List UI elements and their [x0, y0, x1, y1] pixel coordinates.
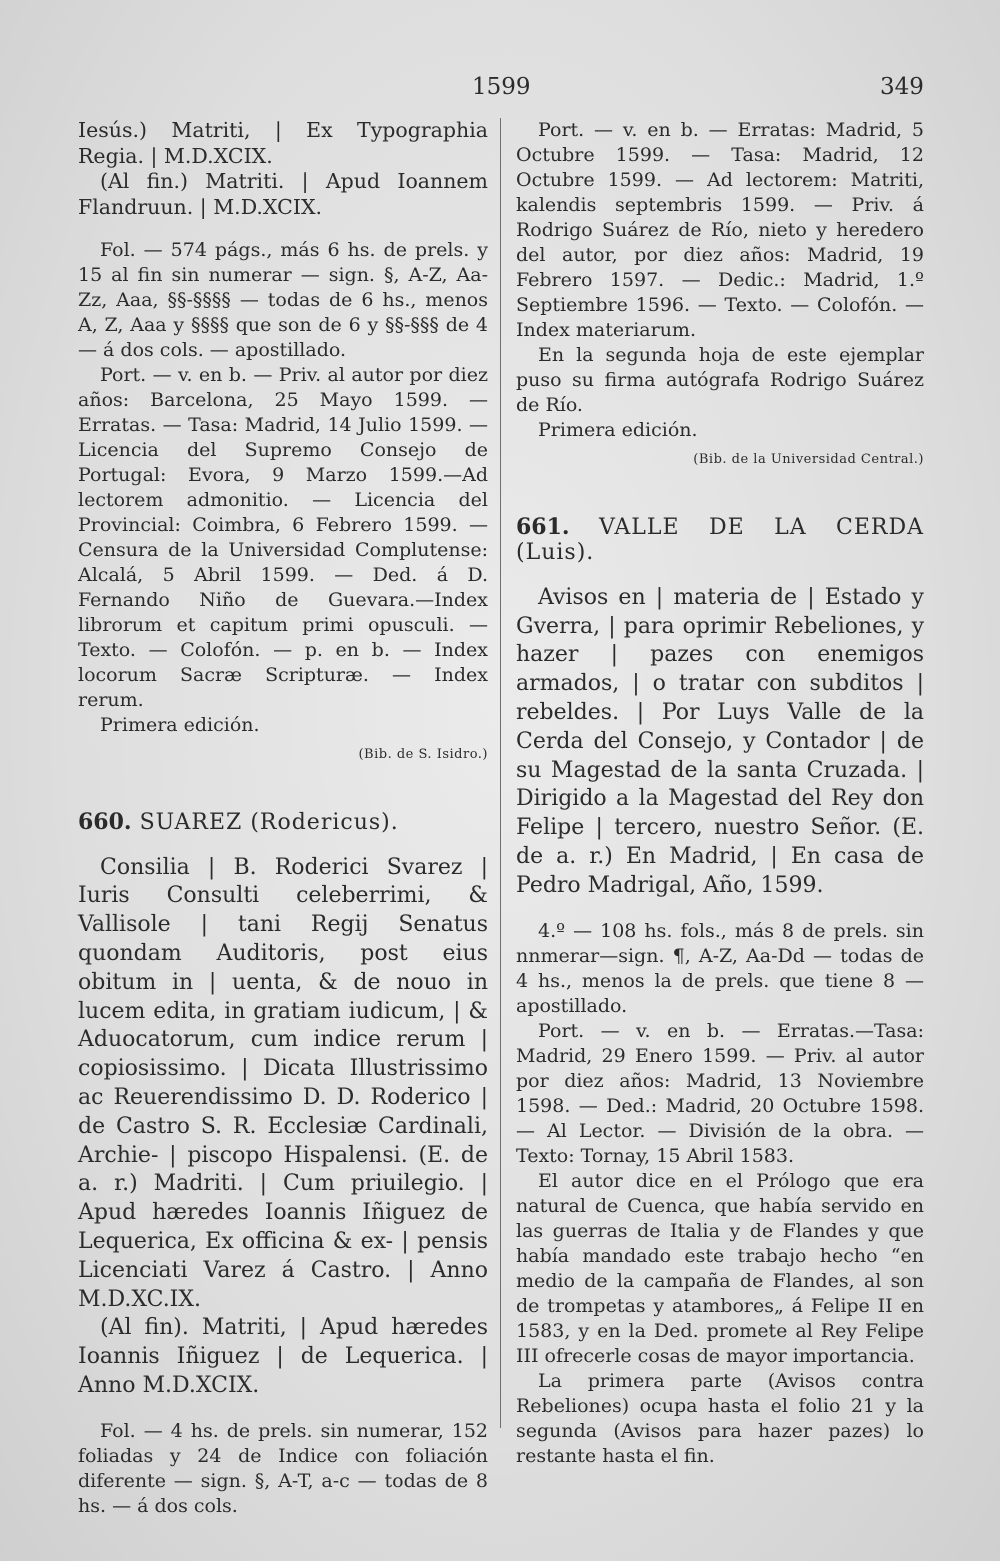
entry-title: Avisos en | materia de | Estado y Gverra, | para oprimir Rebeliones, y hazer | pazes con enemigos armados, | o tratar con subditos | rebeldes. | Por Luys Valle de la Cerda del Consejo, y Contador | de su Magestad de la santa Cruzada. | Dirigido a la Magestad del Rey don Felipe | tercero, nuestro Señor. (E. de a. r.) En Madrid, | En casa de Pedro Madrigal, Año, 1599.	[516, 584, 924, 898]
entry-colophon: (Al fin). Matriti, | Apud hæredes Ioannis Iñiguez | de Lequerica. | Anno M.D.XCIX.	[78, 1315, 488, 1398]
left-column	[78, 118, 488, 1519]
entry-contents: Port. — v. en b. — Priv. al autor por diez años: Barcelona, 25 Mayo 1599. — Erratas. — Tasa: Madrid, 14 Julio 1599. — Licencia del Supremo Consejo de Portugal: Evora, 9 Marzo 1599.—Ad lectorem admonitio. — Licencia del Provincial: Coimbra, 6 Febrero 1599. — Censura de la Universidad Complutense: Alcalá, 5 Abril 1599. — Ded. á D. Fernando Niño de Guevara.—Index librorum et capitum primi opusculi. — Texto. — Colofón. — p. en b. — Index locorum Sacræ Scripturæ. — Index rerum.	[78, 364, 488, 712]
library-reference: (Bib. de la Universidad Central.)	[693, 452, 924, 467]
entry-author: SUAREZ (Rodericus).	[139, 809, 399, 835]
entry-edition: Primera edición.	[100, 714, 260, 737]
entry-title: Consilia | B. Roderici Svarez | Iuris Consulti celeberrimi, & Vallisole | tani Regij Senatus quondam Auditoris, post eius obitum in | uenta, & de nouo in lucem edita, in gratiam iudicum, | & Aduocatorum, cum indice rerum | copiosissimo. | Dicata Illustrissimo ac Reuerendissimo D. D. Roderico | de Castro S. R. Ecclesiæ Cardinali, Archie- | piscopo Hispalensi. (E. de a. r.) Madriti. | Cum priuilegio. | Apud hæredes Ioannis Iñiguez de Lequerica, Ex officina & ex- | pensis Licenciati Varez á Castro. | Anno M.D.XC.IX.	[78, 854, 488, 1312]
entry-heading-660	[78, 810, 488, 836]
entry-heading-661	[516, 515, 924, 566]
entry-note: En la segunda hoja de este ejemplar puso su firma autógrafa Rodrigo Suárez de Río.	[516, 344, 924, 416]
entry-description: Fol. — 574 págs., más 6 hs. de prels. y 15 al fin sin numerar — sign. §, A-Z, Aa-Zz, Aaa, §§-§§§§ — todas de 6 hs., menos A, Z, Aaa y §§§§ que son de 6 y §§-§§§ de 4 — á dos cols. — apostillado.	[78, 239, 488, 362]
page-number: 349	[880, 74, 924, 100]
header-year: 1599	[472, 74, 531, 100]
entry-number: 660.	[78, 808, 132, 835]
entry-contents: Port. — v. en b. — Erratas: Madrid, 5 Octubre 1599. — Tasa: Madrid, 12 Octubre 1599. — Ad lectorem: Matriti, kalendis septembris 1599. — Priv. á Rodrigo Suárez de Río, nieto y heredero del autor, por diez años: Madrid, 19 Febrero 1597. — Dedic.: Madrid, 1.º Septiembre 1596. — Texto. — Colofón. — Index materiarum.	[516, 119, 924, 341]
entry-note: El autor dice en el Prólogo que era natural de Cuenca, que había servido en las guerras de Italia y de Flandes y que había mandado este trabajo hecho “en medio de la campaña de Flandes, al son de trompetas y atambores„ á Felipe II en 1583, y en la Ded. promete al Rey Felipe III ofrecerle cosas de mayor importancia.	[516, 1169, 924, 1367]
entry-contents: Port. — v. en b. — Erratas.—Tasa: Madrid, 29 Enero 1599. — Priv. al autor por diez años: Madrid, 13 Noviembre 1598. — Ded.: Madrid, 20 Octubre 1598. — Al Lector. — División de la obra. — Texto: Tornay, 15 Abril 1583.	[516, 1019, 924, 1167]
entry-description: 4.º — 108 hs. fols., más 8 de prels. sin nnmerar—sign. ¶, A-Z, Aa-Dd — todas de 4 hs., menos la de prels. que tiene 8 — apostillado.	[516, 919, 924, 1017]
column-rule	[500, 118, 501, 1428]
entry-number: 661.	[516, 513, 570, 540]
entry-title-continued: Iesús.) Matriti, | Ex Typographia Regia. | M.D.XCIX.	[78, 118, 488, 168]
library-reference: (Bib. de S. Isidro.)	[358, 747, 488, 763]
entry-colophon: (Al fin.) Matriti. | Apud Ioannem Flandruun. | M.D.XCIX.	[78, 169, 488, 219]
running-head	[0, 74, 1000, 104]
right-column	[516, 118, 924, 1469]
entry-description: Fol. — 4 hs. de prels. sin numerar, 152 foliadas y 24 de Indice con foliación diferente — sign. §, A-T, a-c — todas de 8 hs. — á dos cols.	[78, 1419, 488, 1517]
entry-note: La primera parte (Avisos contra Rebeliones) ocupa hasta el folio 21 y la segunda (Avisos para hazer pazes) lo restante hasta el fin.	[516, 1369, 924, 1467]
entry-author: VALLE DE LA CERDA (Luis).	[516, 514, 924, 566]
entry-edition: Primera edición.	[538, 419, 698, 441]
